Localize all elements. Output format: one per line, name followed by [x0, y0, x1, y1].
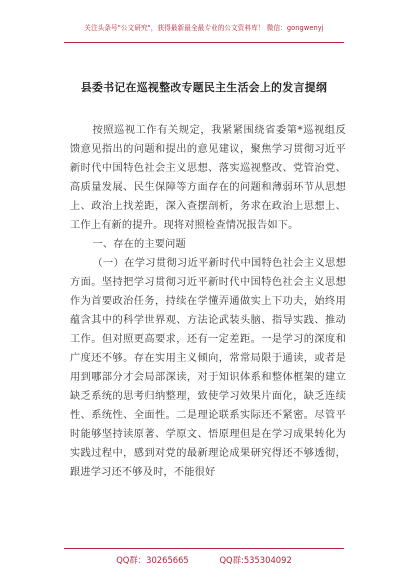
- header-divider: [64, 42, 344, 43]
- section-heading: 一、存在的主要问题: [92, 239, 186, 250]
- document-body: [70, 121, 346, 482]
- document-title: 县委书记在巡视整改专题民主生活会上的发言提纲: [80, 81, 328, 94]
- footer: [0, 554, 408, 566]
- header-note: 关注头条号"公文研究"，获得最新最全最专业的公文资料库！ 微信：gongwenyj: [84, 24, 324, 32]
- intro-paragraph: 按照巡视工作有关规定，我紧紧围绕省委第*巡视组反馈意见指出的问题和提出的意见建议，聚焦学习贯彻习近平新时代中国特色社会主义思想、落实巡视整改、党管治党、高质量发展、民生保障等方面存在的问题和薄弱环节从思想上、政治上找差距，深入查摆剖析，务求在政治上思想上、工作上有新的提升。现将对照检查情况报告如下。: [70, 125, 346, 231]
- footer-qq-group-1: QQ群：30265665: [116, 555, 189, 565]
- footer-qq-group-2: QQ群:535304092: [219, 555, 292, 565]
- subsection-paragraph: （一）在学习贯彻习近平新时代中国特色社会主义思想方面。坚持把学习贯彻习近平新时代中国特色社会主义思想作为首要政治任务，持续在学懂弄通做实上下功夫，始终用蕴含其中的科学世界观、方法论武装头脑、指导实践、推动工作。但对照更高要求，还有一定差距。一是学习的深度和广度还不够。存在实用主义倾向，常常局限于通读，或者是用到哪部分才会局部深读，对于知识体系和整体框架的建立缺乏系统的思考归纳整理，致使学习效果片面化，缺乏连续性、系统性、全面性。二是理论联系实际还不紧密。尽管平时能够坚持读原著、学原文、悟原理但是在学习成果转化为实践过程中，感到对党的最新理论成果研究得还不够透彻，跟进学习还不够及时，不能很好: [70, 258, 346, 478]
- footer-divider: [64, 548, 344, 549]
